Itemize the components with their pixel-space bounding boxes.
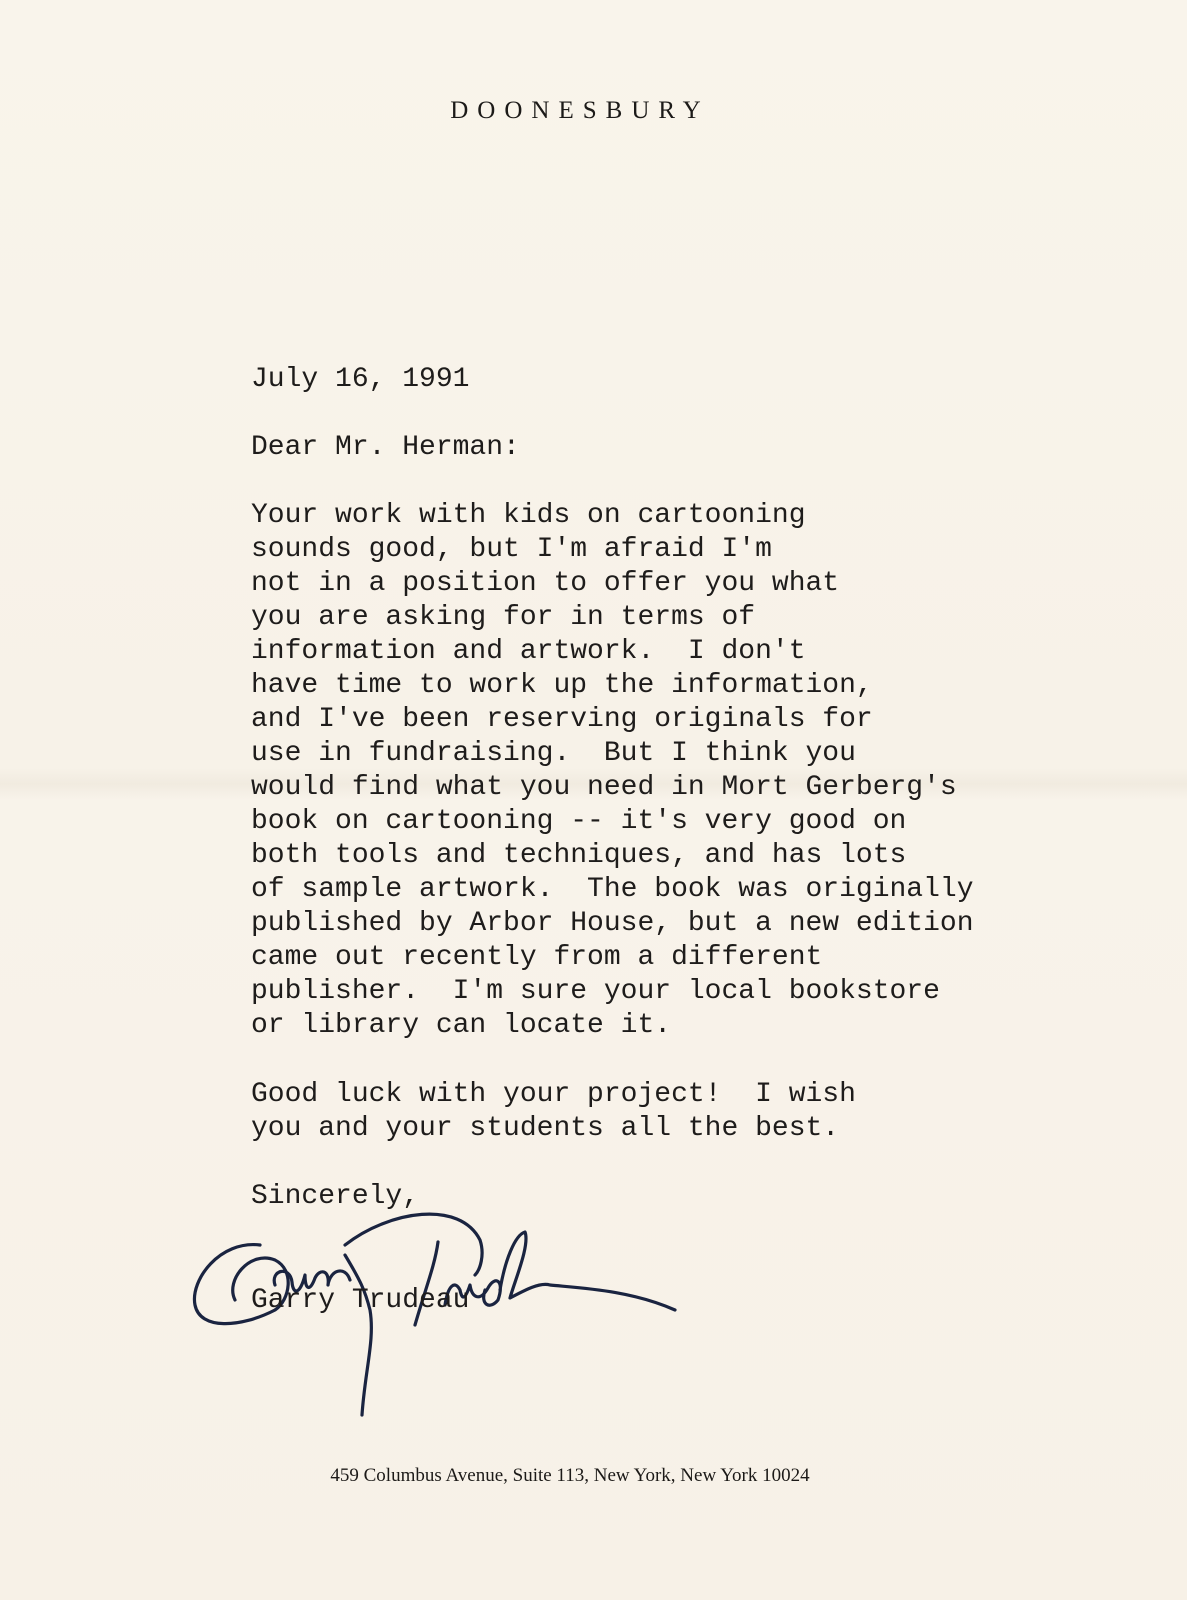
closing-line: you and your students all the best. xyxy=(251,1113,840,1144)
body-line: would find what you need in Mort Gerberg's xyxy=(251,772,957,803)
body-line: Your work with kids on cartooning xyxy=(251,500,806,531)
body-line: of sample artwork. The book was originally xyxy=(251,874,974,905)
body-line: publisher. I'm sure your local bookstore xyxy=(251,976,940,1007)
body-line: have time to work up the information, xyxy=(251,670,873,701)
body-line: information and artwork. I don't xyxy=(251,636,806,667)
body-line: you are asking for in terms of xyxy=(251,602,756,633)
body-line: and I've been reserving originals for xyxy=(251,704,873,735)
salutation: Dear Mr. Herman: xyxy=(251,432,520,463)
typed-name: Garry Trudeau xyxy=(251,1285,470,1316)
body-line: sounds good, but I'm afraid I'm xyxy=(251,534,772,565)
body-line: use in fundraising. But I think you xyxy=(251,738,856,769)
body-line: book on cartooning -- it's very good on xyxy=(251,806,907,837)
body-line: both tools and techniques, and has lots xyxy=(251,840,907,871)
body-line: came out recently from a different xyxy=(251,942,823,973)
body-line: published by Arbor House, but a new edition xyxy=(251,908,974,939)
body-line: or library can locate it. xyxy=(251,1010,672,1041)
letter-date: July 16, 1991 xyxy=(251,364,470,395)
footer-address: 459 Columbus Avenue, Suite 113, New York, New York 10024 xyxy=(330,1465,810,1486)
body-line: not in a position to offer you what xyxy=(251,568,840,599)
signoff: Sincerely, xyxy=(251,1181,420,1212)
closing-line: Good luck with your project! I wish xyxy=(251,1079,856,1110)
signature-stroke xyxy=(345,1214,482,1275)
letterhead: DOONESBURY xyxy=(450,97,710,124)
